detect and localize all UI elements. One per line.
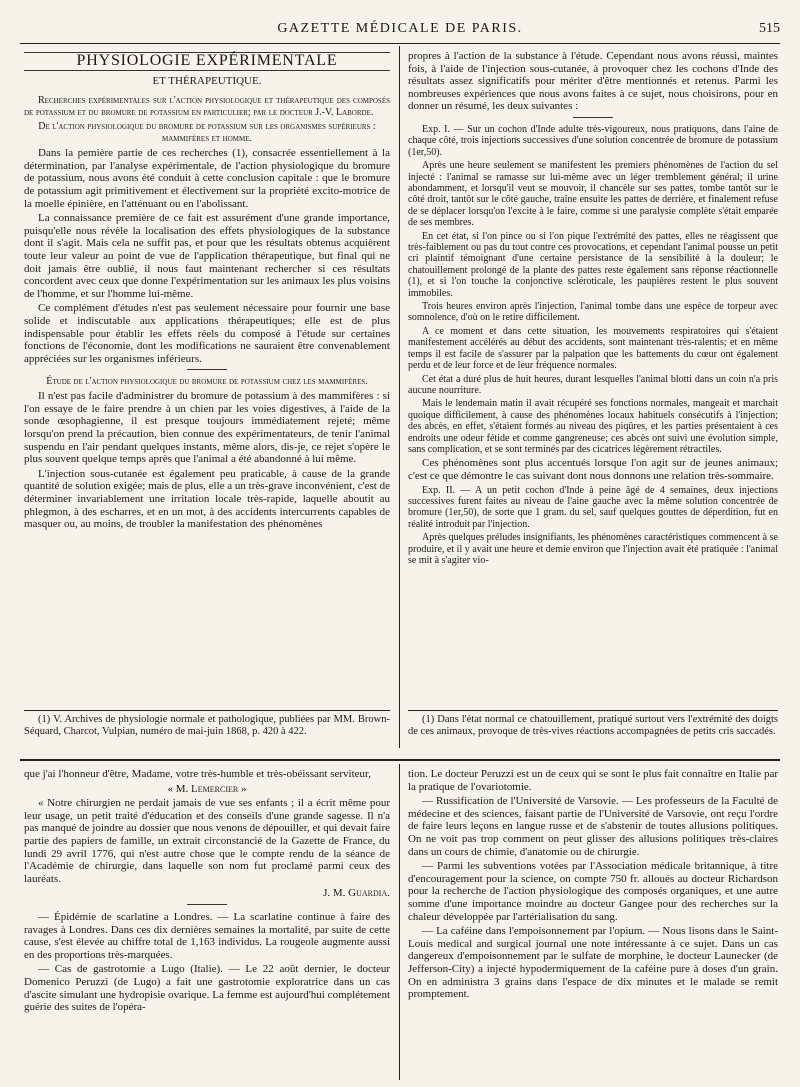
article-intro: Recherches expérimentales sur l'action physiologique et thérapeutique des composés de potassium et du bromure de potassium en particulier; par le docteur J.-V. Laborde. xyxy=(24,95,390,119)
article-subheading: ET THÉRAPEUTIQUE. xyxy=(152,74,262,87)
footnote-text: (1) Dans l'état normal ce chatouillement, pratiqué surtout vers l'extrémité des doigts de ces animaux, provoque de très-vives réactions accompagnées de petits cris saccadés. xyxy=(408,714,778,737)
page-header xyxy=(20,18,780,40)
footnote-right xyxy=(408,714,778,738)
paragraph: Dans la pemière partie de ces recherches (1), consacrée essentiellement à la détermination, par l'analyse expérimentale, de l'action physiologique du bromure de potassium, nous avons été conduit à cette conclusion capitale : que le bromure de potassium agit primitivement et électivement sur la propriété excito-motrice de la moelle épinière, en l'atténuant ou en l'abolissant. xyxy=(24,147,390,210)
paragraph: Il n'est pas facile d'administrer du bromure de potassium à des mammifères : si l'on essaye de le faire prendre à un chien par les voies digestives, à l'aide de la sonde œsophagienne, il est presque toujours immédiatement rejeté; même lorsqu'on prend la précaution, bien connue des expérimentateurs, de tenir l'animal suspendu en l'air pendant quelques instants, même alors, dis-je, ce rejet s'opère le plus souvent quelque temps après que l'animal a été abandonné à lui même. xyxy=(24,390,390,466)
signature: « M. Lemercier » xyxy=(167,782,247,795)
experiment-2-paragraph: Après quelques préludes insignifiants, les phénomènes caractéristiques commencent à se produire, et il y avait une heure et demie environ que l'injection avait été pratiquée : l'animal se mit à s'agiter vio- xyxy=(408,532,778,566)
news-right-column xyxy=(408,768,778,1080)
footnote-rule-right xyxy=(408,710,778,711)
experiment-1-paragraph: Trois heures environ après l'injection, l'animal tombe dans une espèce de torpeur avec somnolence, d'où on le retire difficilement. xyxy=(408,301,778,324)
experiment-1-paragraph: Exp. I. — Sur un cochon d'Inde adulte très-vigoureux, nous pratiquons, dans l'aine de chaque côté, trois injections successives d'une solution concentrée de bromure de potassium (1er,50). xyxy=(408,123,778,158)
news-paragraph: « Notre chirurgien ne perdait jamais de vue ses enfants ; il a écrit même pour leur usage, un petit traité d'éducation et des conseils d'une grande sagesse. Il n'a pas manqué de joindre au dossier que nous venons de dépouiller, et qui devait faire partie des papiers de famille, un extrait circonstancié de la Gazette de France, du lundi 29 avril 1776, qui n'est autre chose que le compte rendu de la séance de l'Académie de chirurgie, dans laquelle son nom fut proclamé parmi ceux des lauréats. xyxy=(24,797,390,885)
news-paragraph: tion. Le docteur Peruzzi est un de ceux qui se sont le plus fait connaître en Italie par la pratique de l'ovariotomie. xyxy=(408,768,778,793)
separator xyxy=(187,369,227,370)
experiment-2-paragraph: Exp. II. — A un petit cochon d'Inde à peine âgé de 4 semaines, deux injections successives furent faites au niveau de l'aine gauche avec la même solution concentrée de bromure (1er,50), de sorte que 1 gram. du sel, sauf quelques gouttes de déperdition, fut en réalité introduit par l'injection. xyxy=(408,484,778,530)
news-item: — Parmi les subventions votées par l'Association médicale britannique, à titre d'encouragement pour la science, on compte 750 fr. alloués au docteur Richardson pour la recherche de l'action physiologique des composés organiques, et une autre somme d'une importance moindre au docteur Gangee pour des recherches sur la chaleur développée par l'artérialisation du sang. xyxy=(408,860,778,923)
experiment-1-paragraph: Après une heure seulement se manifestent les premiers phénomènes de l'action du sel injecté : l'animal se ramasse sur lui-même avec un léger tremblement général; il urine abondamment, et lorsqu'il veut se mouvoir, il chancèle sur ses pattes, tombe tantôt sur le côté droit, tantôt sur le côté gauche, traîne ensuite les pattes de derrière, et finalement refuse de se déplacer lorsqu'on l'excite à le faire, comme si une paralysie complète s'était emparée de ses membres. xyxy=(408,160,778,229)
news-left-column xyxy=(24,768,390,1080)
page-number: 515 xyxy=(759,21,780,36)
separator xyxy=(573,117,613,118)
footnote-rule-left xyxy=(24,710,390,711)
paragraph: propres à l'action de la substance à l'étude. Cependant nous avons réussi, maintes fois, à l'aide de l'injection sous-cutanée, à provoquer chez les cochons d'Inde des résultats assez significatifs pour mériter d'être mentionnés et retenus. Parmi les nombreuses expériences que nous avons faites à ce sujet, nous choisirons, pour en donner un résumé, les deux suivantes : xyxy=(408,50,778,113)
paragraph: La connaissance première de ce fait est assurément d'une grande importance, puisqu'elle nous révèle la localisation des effets physiologiques de la substance dont il s'agit. Mais cela ne suffit pas, et pour que les résultats obtenus acquièrent toute leur valeur au point de vue de l'application thérapeutique, but final qui ne doit jamais être oublié, il nous faut maintenant rechercher si ces résultats concordent avec ceux que donne l'expérimentation sur les animaux les plus voisins de l'homme, et sur l'homme lui-même. xyxy=(24,212,390,300)
footnote-left xyxy=(24,714,390,738)
experiment-1-paragraph: Cet état a duré plus de huit heures, durant lesquelles l'animal blotti dans un coin n'a pris aucune nourriture. xyxy=(408,373,778,396)
experiment-1-paragraph: A ce moment et dans cette situation, les mouvements respiratoires qui s'étaient manifestement accélérés au début des accidents, sont maintenant très-ralentis; et en même temps il est facile de s'assurer par la palpation que les battements du cœur ont également perdu et de leur force et de leur fréquence normales. xyxy=(408,325,778,372)
paragraph: Ce complément d'études n'est pas seulement nécessaire pour fournir une base solide et indiscutable aux applications thérapeutiques; elle est de plus indispensable pour établir les effets réels du composé à l'étude sur certaines fonctions de l'économie, dont les modifications ne sauraient être convenablement appréciées sur les organismes inférieurs. xyxy=(24,302,390,365)
article-left-column xyxy=(24,50,390,705)
column-divider-lower xyxy=(399,764,400,1080)
paragraph: Ces phénomènes sont plus accentués lorsque l'on agit sur de jeunes animaux; c'est ce que démontre le cas suivant dont nous donnons une relation très-sommaire. xyxy=(408,457,778,482)
article-right-column xyxy=(408,50,778,705)
experiment-1-paragraph: Mais le lendemain matin il avait récupéré ses fonctions normales, mangeait et marchait quoique difficilement, à cause des phénomènes locaux habituels consécutifs à l'injection; des abcès, en effet, s'étaient formés au niveau des piqûres, et les parties présentaient à ces endroits une odeur fétide et comme gangreneuse; ces abcès ont suivi une évolution simple, sans complication, et se sont terminés par des cicatrices légèrement rétractiles. xyxy=(408,398,778,455)
column-divider-upper xyxy=(399,46,400,748)
paragraph: L'injection sous-cutanée est également peu praticable, à cause de la grande quantité de solution exigée; mais de plus, elle a un très-grave inconvénient, c'est de déterminer invariablement une irritation locale très-rapide, laquelle aboutit au phlegmon, à des escharres, et en un mot, à des accidents intercurrents capables de masquer ou, au moins, de troubler la manifestation des phénomènes xyxy=(24,467,390,531)
journal-title: GAZETTE MÉDICALE DE PARIS. xyxy=(277,21,523,36)
news-item: — Russification de l'Université de Varsovie. — Les professeurs de la Faculté de médecine et des sciences, faisant partie de l'Université de Varsovie, ont reçu l'ordre de faire leurs leçons en langue russe et de s'abstenir de toutes allusions politiques. On ne voit pas trop comment on peut glisser des allusions politiques très-claires dans un cours de chimie, d'anatomie ou de chirurgie. xyxy=(408,795,778,858)
header-rule xyxy=(20,43,780,44)
news-item: — Cas de gastrotomie a Lugo (Italie). — Le 22 août dernier, le docteur Domenico Peruzzi (de Lugo) a fait une gastrotomie exploratrice dans un cas d'ascite simulant une hydropisie ovarique. La femme est aujourd'hui complétement guérie des suites de l'opéra- xyxy=(24,963,390,1014)
news-item: — La caféine dans l'empoisonnement par l'opium. — Nous lisons dans le Saint-Louis medical and surgical journal une note intéressante à ce sujet. Dans un cas dangereux d'empoisonnement par le sulfate de morphine, le docteur Launecker (de Jefferson-City) a injecté hypodermiquement de la caféine pure à doses d'un grain. On en administra 3 grains dans l'espace de dix minutes et le malade se remit promptement. xyxy=(408,925,778,1001)
news-paragraph: que j'ai l'honneur d'être, Madame, votre très-humble et très-obéissant serviteur, xyxy=(24,768,371,780)
article-heading: PHYSIOLOGIE EXPÉRIMENTALE xyxy=(24,52,390,71)
section-divider xyxy=(20,759,780,761)
signature: J. M. Guardia. xyxy=(323,887,390,900)
experiment-1-paragraph: En cet état, si l'on pince ou si l'on pique l'extrémité des pattes, elles ne réagissent que très-faiblement ou pas du tout contre ces provocations, et cependant l'animal pousse un petit cri plaintif témoignant d'une certaine persistance de la sensibilité à la douleur; le chatouillement prolongé de la plante des pattes reste également sans réponse réactionnelle (1), et si l'on touche la conjonctive scléroticale, les paupières restent le plus souvent immobiles. xyxy=(408,230,778,299)
section-title-2: Étude de l'action physiologique du bromure de potassium chez les mammifères. xyxy=(46,376,368,388)
news-item: — Épidémie de scarlatine a Londres. — La scarlatine continue à faire des ravages à Londres. Dans ces dix dernières semaines la mortalité, par suite de cette cause, s'est élevée au chiffre total de 1,163 individus. La rougeole augmente aussi en des proportions très-marquées. xyxy=(24,910,390,961)
section-title-1: De l'action physiologique du bromure de potassium sur les organismes supérieurs : mammifères et homme. xyxy=(38,121,376,145)
footnote-text: (1) V. Archives de physiologie normale et pathologique, publiées par MM. Brown-Séquard, Charcot, Vulpian, numéro de mai-juin 1868, p. 420 à 422. xyxy=(24,714,390,737)
separator xyxy=(187,904,227,905)
